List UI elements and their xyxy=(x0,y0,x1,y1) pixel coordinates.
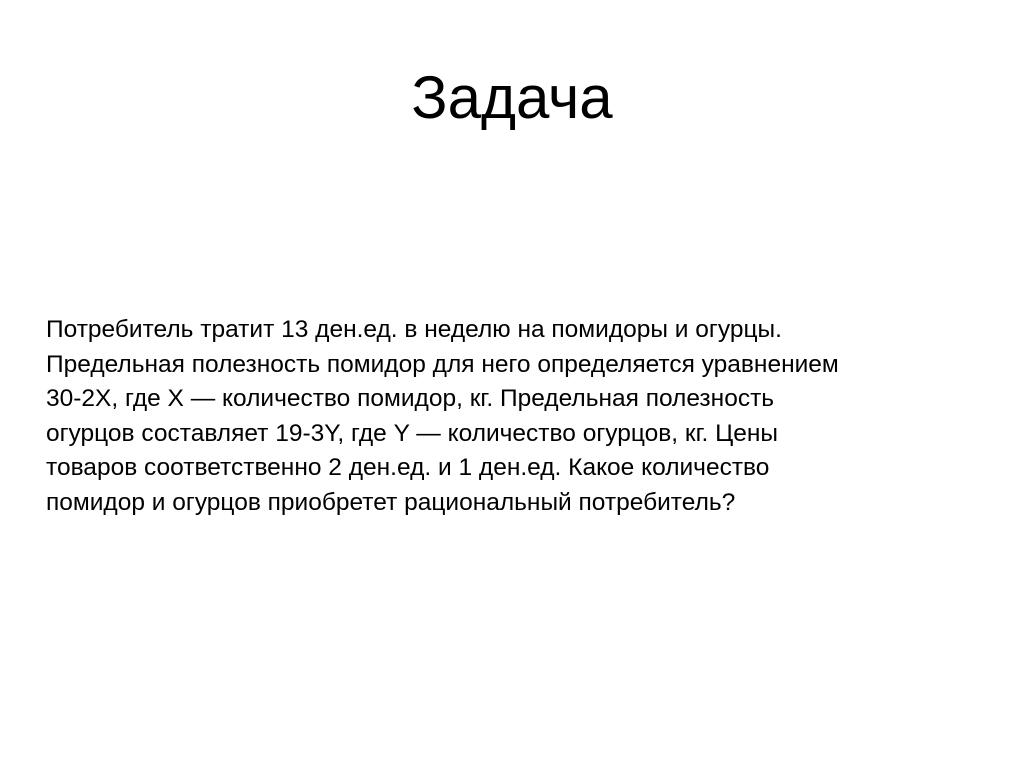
problem-text-line: 30-2X, где X — количество помидор, кг. Предельная полезность xyxy=(46,385,775,412)
problem-text-line: Предельная полезность помидор для него определяется уравнением xyxy=(46,350,839,378)
problem-text xyxy=(46,313,986,520)
problem-text-line: помидор и огурцов приобретет рациональный потребитель? xyxy=(46,488,736,516)
problem-text-line: Потребитель тратит 13 ден.ед. в неделю на помидоры и огурцы. xyxy=(46,316,782,343)
problem-text-line: товаров соответственно 2 ден.ед. и 1 ден.ед. Какое количество xyxy=(46,454,770,481)
slide-title: Задача xyxy=(411,64,613,131)
problem-text-line: огурцов составляет 19-3Y, где Y — количество огурцов, кг. Цены xyxy=(46,419,779,447)
